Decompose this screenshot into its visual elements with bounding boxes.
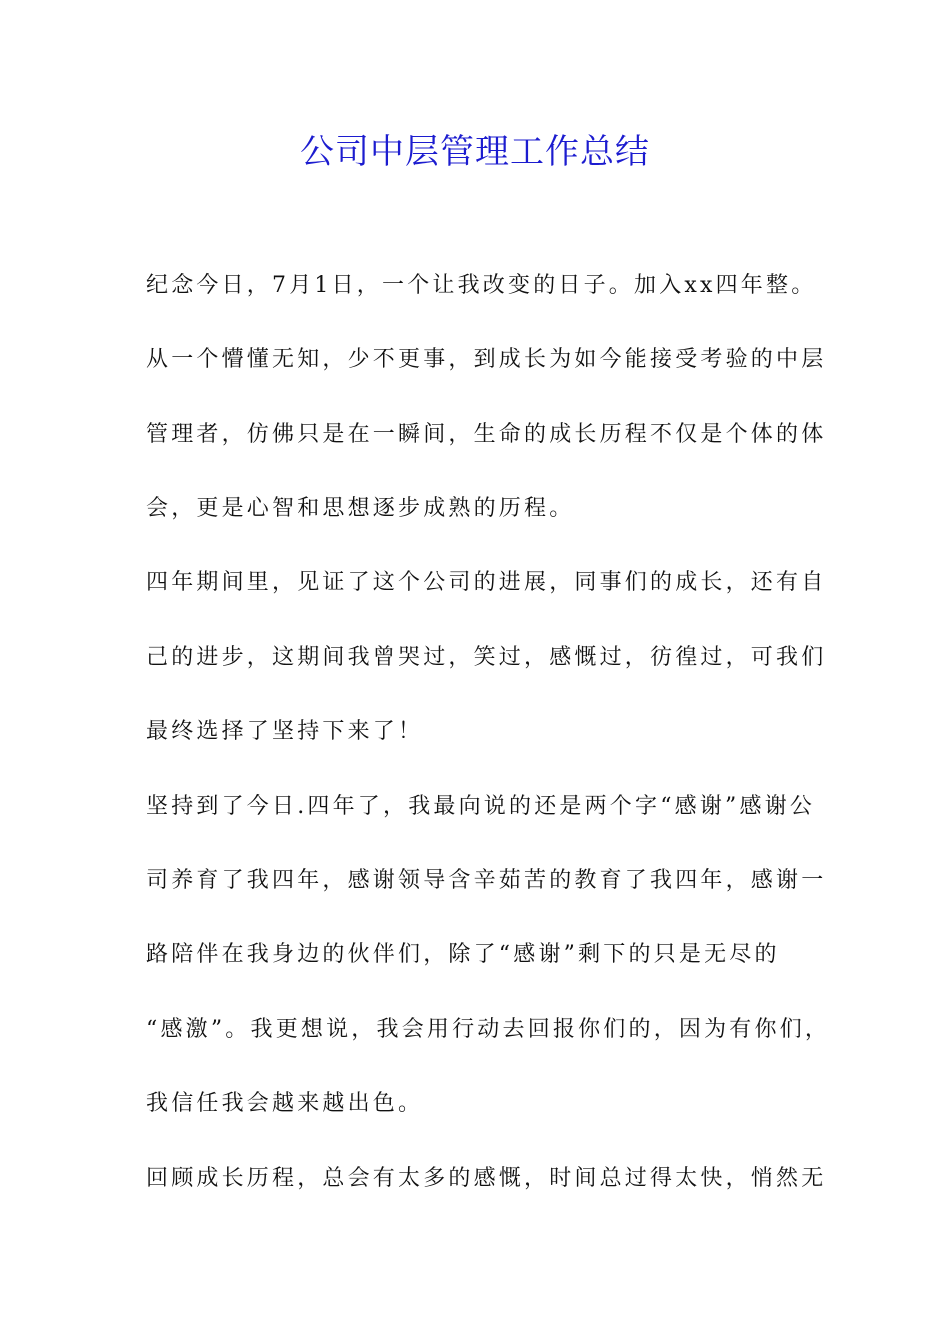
paragraph-line: 纪念今日，7月1日，一个让我改变的日子。加入xx四年整。: [146, 273, 817, 298]
paragraph-line: “感激”。我更想说，我会用行动去回报你们的，因为有你们，: [146, 1017, 831, 1042]
paragraph-line: 四年期间里，见证了这个公司的进展，同事们的成长，还有自: [146, 570, 827, 595]
paragraph-line: 管理者，仿佛只是在一瞬间，生命的成长历程不仅是个体的体: [146, 422, 827, 447]
paragraph-line: 回顾成长历程，总会有太多的感慨，时间总过得太快，悄然无: [146, 1166, 827, 1191]
paragraph-line: 己的进步，这期间我曾哭过，笑过，感慨过，彷徨过，可我们: [146, 645, 827, 670]
paragraph-line: 从一个懵懂无知，少不更事，到成长为如今能接受考验的中层: [146, 347, 827, 372]
paragraph-line: 司养育了我四年，感谢领导含辛茹苦的教育了我四年，感谢一: [146, 868, 827, 893]
paragraph-line: 会，更是心智和思想逐步成熟的历程。: [146, 496, 575, 521]
paragraph-line: 路陪伴在我身边的伙伴们，除了“感谢”剩下的只是无尽的: [146, 942, 780, 967]
paragraph-line: 最终选择了坚持下来了！: [146, 719, 424, 744]
paragraph-line: 我信任我会越来越出色。: [146, 1091, 424, 1116]
document-title: 公司中层管理工作总结: [300, 132, 650, 172]
paragraph-line: 坚持到了今日.四年了，我最向说的还是两个字“感谢”感谢公: [146, 794, 816, 819]
